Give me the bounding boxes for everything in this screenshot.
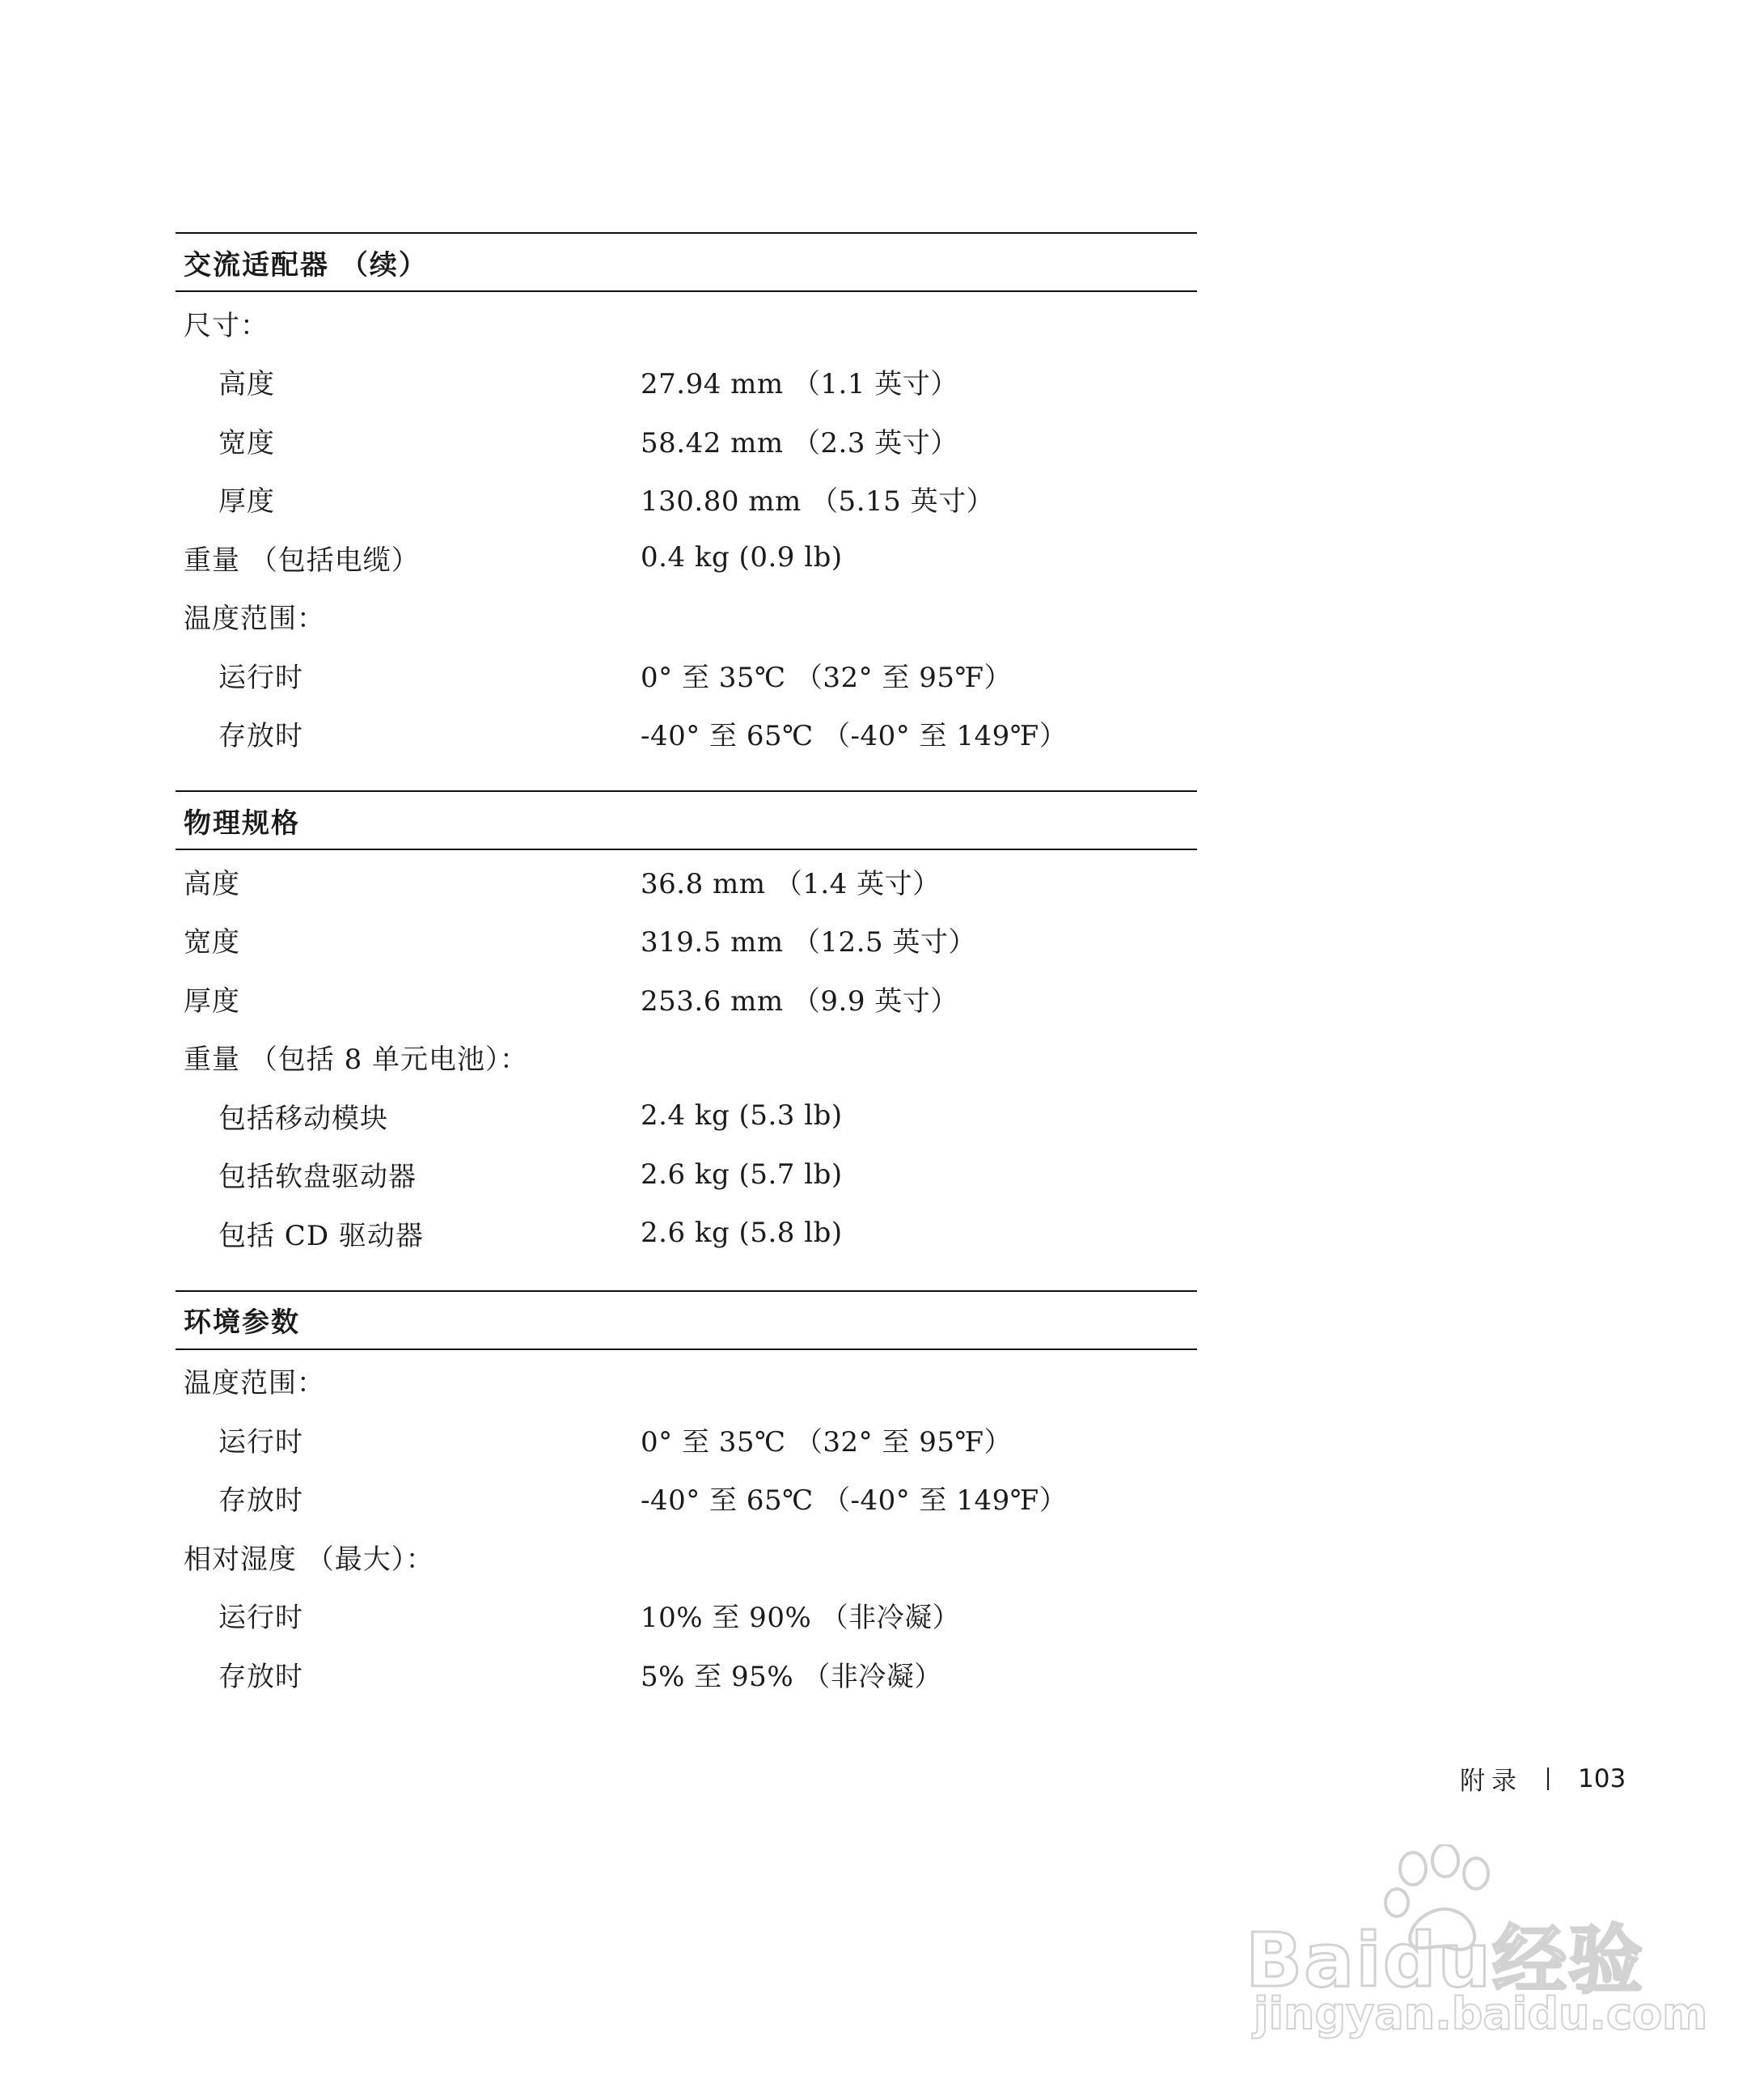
spec-value: 0° 至 35℃ （32° 至 95℉） xyxy=(641,661,1013,694)
spec-row xyxy=(176,1645,1197,1704)
spec-label: 温度范围： xyxy=(184,603,325,636)
section-physical xyxy=(176,790,1197,1263)
spec-label: 存放时 xyxy=(218,1484,303,1518)
spec-row xyxy=(176,294,1197,353)
spec-row xyxy=(176,646,1197,705)
spec-row xyxy=(176,1145,1197,1205)
spec-label: 运行时 xyxy=(218,1425,303,1459)
section-environmental xyxy=(176,1290,1197,1704)
spec-table xyxy=(176,232,1197,1731)
spec-label: 存放时 xyxy=(218,720,303,753)
spec-label: 高度 xyxy=(218,368,275,401)
spec-label: 厚度 xyxy=(218,485,275,519)
spec-label: 尺寸： xyxy=(184,309,269,342)
spec-value: 5% 至 95% （非冷凝） xyxy=(641,1660,942,1693)
spec-label: 厚度 xyxy=(184,984,240,1018)
spec-value: 36.8 mm （1.4 英寸） xyxy=(641,867,941,900)
spec-label: 运行时 xyxy=(218,661,303,694)
spec-value: 10% 至 90% （非冷凝） xyxy=(641,1602,961,1635)
spec-row xyxy=(176,1028,1197,1087)
spec-value: -40° 至 65℃ （-40° 至 149℉） xyxy=(641,720,1068,753)
spec-value: 130.80 mm （5.15 英寸） xyxy=(641,485,995,519)
spec-label: 包括 CD 驱动器 xyxy=(218,1219,424,1252)
spec-label: 宽度 xyxy=(218,426,275,459)
spec-label: 包括移动模块 xyxy=(218,1102,388,1135)
spec-value: 0° 至 35℃ （32° 至 95℉） xyxy=(641,1425,1013,1459)
section-ac-adapter xyxy=(176,232,1197,763)
spec-label: 运行时 xyxy=(218,1602,303,1635)
section-heading: 物理规格 xyxy=(176,790,1197,850)
section-heading: 交流适配器 （续） xyxy=(176,232,1197,292)
spec-value: 2.4 kg (5.3 lb) xyxy=(641,1099,843,1133)
page-footer xyxy=(1460,1760,1626,1797)
spec-label: 存放时 xyxy=(218,1660,303,1693)
spec-row xyxy=(176,1586,1197,1645)
spec-row xyxy=(176,411,1197,470)
spec-row xyxy=(176,1527,1197,1586)
spec-value: 27.94 mm （1.1 英寸） xyxy=(641,368,958,401)
spec-row xyxy=(176,587,1197,646)
spec-row xyxy=(176,1352,1197,1411)
spec-value: 253.6 mm （9.9 英寸） xyxy=(641,984,958,1018)
spec-row xyxy=(176,705,1197,764)
spec-value: 2.6 kg (5.8 lb) xyxy=(641,1217,843,1250)
spec-value: 2.6 kg (5.7 lb) xyxy=(641,1158,843,1191)
spec-label: 包括软盘驱动器 xyxy=(218,1161,417,1194)
spec-value: 0.4 kg (0.9 lb) xyxy=(641,541,843,574)
spec-row xyxy=(176,470,1197,529)
watermark-brand: Baidu经验 xyxy=(1246,1917,1645,2004)
spec-label: 温度范围： xyxy=(184,1367,325,1400)
spec-row xyxy=(176,852,1197,911)
spec-row xyxy=(176,1469,1197,1528)
spec-row xyxy=(176,1086,1197,1145)
spec-row xyxy=(176,1410,1197,1469)
section-heading: 环境参数 xyxy=(176,1290,1197,1350)
spec-label: 重量 （包括 8 单元电池）： xyxy=(184,1044,529,1077)
spec-value: 319.5 mm （12.5 英寸） xyxy=(641,926,976,959)
spec-value: -40° 至 65℃ （-40° 至 149℉） xyxy=(641,1484,1068,1518)
spec-label: 重量 （包括电缆） xyxy=(184,544,420,577)
spec-row xyxy=(176,969,1197,1028)
spec-label: 相对湿度 （最大）： xyxy=(184,1543,434,1576)
footer-section-label: 附录 xyxy=(1460,1767,1523,1796)
page-number: 103 xyxy=(1578,1763,1626,1793)
spec-value: 58.42 mm （2.3 英寸） xyxy=(641,426,958,459)
spec-row xyxy=(176,911,1197,970)
baidu-watermark xyxy=(1246,1844,1708,2047)
footer-separator xyxy=(1547,1768,1549,1790)
spec-label: 宽度 xyxy=(184,926,240,959)
spec-label: 高度 xyxy=(184,867,240,900)
watermark-site: jingyan.baidu.com xyxy=(1254,1988,1708,2039)
spec-row xyxy=(176,1204,1197,1263)
spec-row xyxy=(176,353,1197,412)
spec-row xyxy=(176,528,1197,587)
